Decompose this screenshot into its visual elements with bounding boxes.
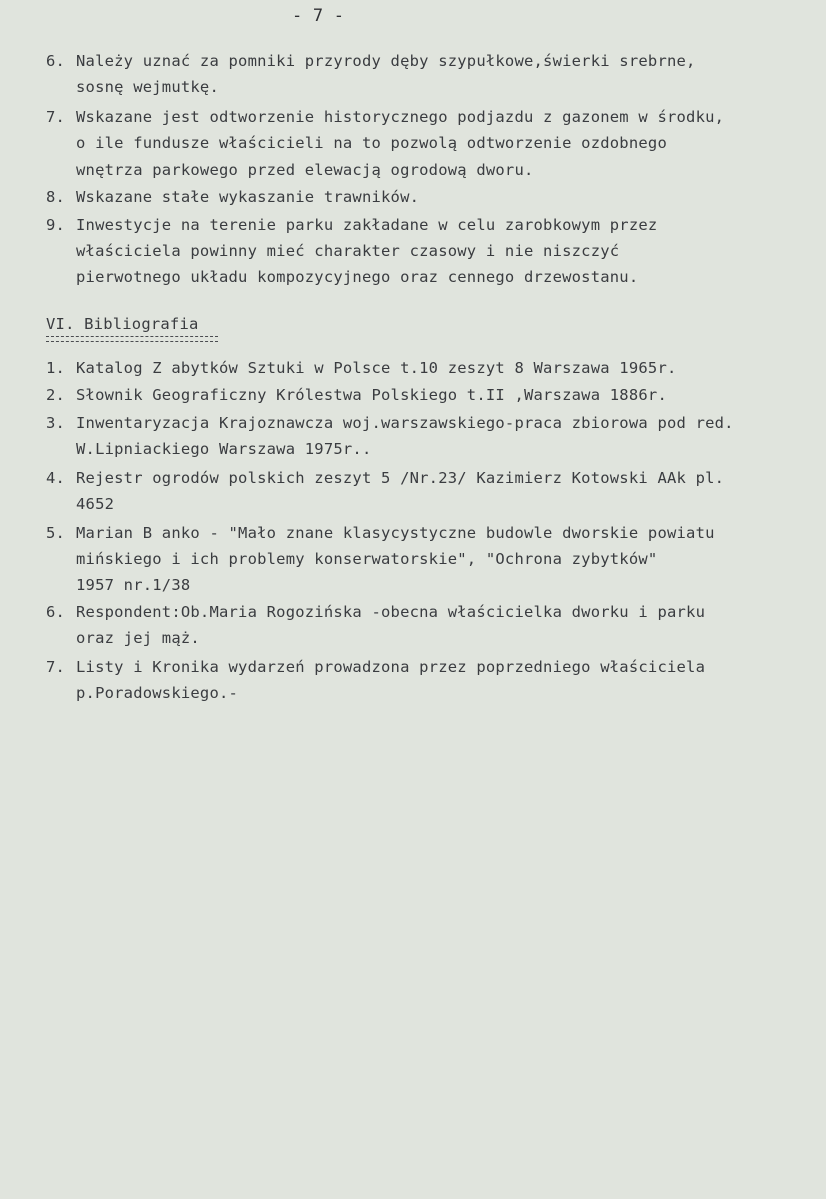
item-text-line: Wskazane stałe wykaszanie trawników. [76, 188, 420, 206]
item-number: 5. [46, 524, 66, 542]
item-text-line: Respondent:Ob.Maria Rogozińska -obecna właścicielka dworku i parku [76, 603, 706, 621]
item-number: 3. [46, 414, 66, 432]
section-heading-bibliography: VI. Bibliografia [46, 315, 199, 333]
recommendation-item [46, 48, 696, 74]
bibliography-item [46, 599, 705, 625]
item-number: 9. [46, 216, 66, 234]
item-text-line: Listy i Kronika wydarzeń prowadzona przez poprzedniego właściciela [76, 658, 706, 676]
heading-double-underline [46, 336, 218, 342]
bibliography-item [46, 465, 724, 491]
item-text-line: W.Lipniackiego Warszawa 1975r.. [76, 440, 372, 458]
item-text-line: 4652 [76, 495, 115, 513]
item-number: 2. [46, 386, 66, 404]
item-text-line: Marian B anko - "Mało znane klasycystyczne budowle dworskie powiatu [76, 524, 715, 542]
item-text-line: Rejestr ogrodów polskich zeszyt 5 /Nr.23/ Kazimierz Kotowski AAk pl. [76, 469, 725, 487]
page-number: - 7 - [292, 6, 345, 26]
item-text-line: oraz jej mąż. [76, 629, 200, 647]
bibliography-item [46, 654, 705, 680]
item-text-line: mińskiego i ich problemy konserwatorskie", "Ochrona zybytków" [76, 550, 658, 568]
item-number: 6. [46, 603, 66, 621]
bibliography-item [46, 355, 677, 381]
item-text-line: Inwestycje na terenie parku zakładane w celu zarobkowym przez [76, 216, 658, 234]
recommendation-item [46, 104, 724, 130]
item-number: 1. [46, 359, 66, 377]
bibliography-item [46, 410, 734, 436]
item-text-line: 1957 nr.1/38 [76, 576, 191, 594]
item-text-line: Inwentaryzacja Krajoznawcza woj.warszawskiego-praca zbiorowa pod red. [76, 414, 734, 432]
item-text-line: Katalog Z abytków Sztuki w Polsce t.10 zeszyt 8 Warszawa 1965r. [76, 359, 677, 377]
item-number: 6. [46, 52, 66, 70]
item-text-line: p.Poradowskiego.- [76, 684, 239, 702]
item-number: 8. [46, 188, 66, 206]
bibliography-item [46, 382, 667, 408]
recommendation-item [46, 212, 657, 238]
item-text-line: Wskazane jest odtworzenie historycznego podjazdu z gazonem w środku, [76, 108, 725, 126]
recommendation-item [46, 184, 419, 210]
item-number: 7. [46, 108, 66, 126]
item-text-line: pierwotnego układu kompozycyjnego oraz cennego drzewostanu. [76, 268, 639, 286]
item-number: 7. [46, 658, 66, 676]
bibliography-item [46, 520, 715, 546]
item-text-line: sosnę wejmutkę. [76, 78, 219, 96]
item-text-line: Słownik Geograficzny Królestwa Polskiego t.II ,Warszawa 1886r. [76, 386, 667, 404]
item-text-line: wnętrza parkowego przed elewacją ogrodową dworu. [76, 161, 534, 179]
item-number: 4. [46, 469, 66, 487]
item-text-line: o ile fundusze właścicieli na to pozwolą odtworzenie ozdobnego [76, 134, 667, 152]
item-text-line: Należy uznać za pomniki przyrody dęby szypułkowe,świerki srebrne, [76, 52, 696, 70]
item-text-line: właściciela powinny mieć charakter czasowy i nie niszczyć [76, 242, 620, 260]
